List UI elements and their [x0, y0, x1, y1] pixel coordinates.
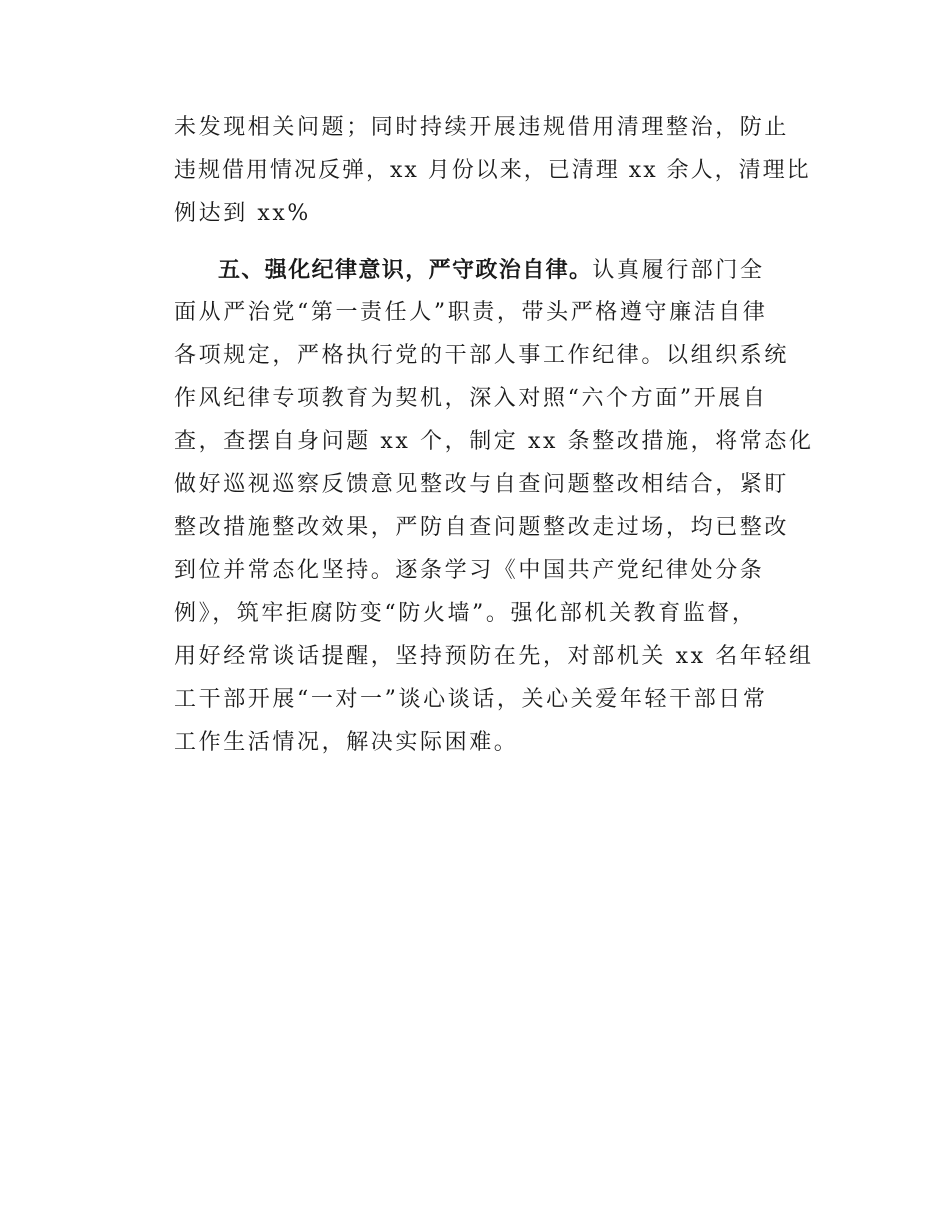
section-five-line-8: 到位并常态化坚持。逐条学习《中国共产党纪律处分条 [174, 558, 765, 583]
section-five-line-5: 查，查摆自身问题 xx 个，制定 xx 条整改措施，将常态化 [174, 429, 814, 454]
section-five-line-7: 整改措施整改效果，严防自查问题整改走过场，均已整改 [174, 515, 790, 540]
continuation-line-1: 未发现相关问题；同时持续开展违规借用清理整治，防止 [174, 115, 790, 140]
section-five-line-2: 面从严治党“第一责任人”职责，带头严格遵守廉洁自律 [174, 300, 768, 325]
section-five-first-line-rest: 认真履行部门全 [592, 258, 765, 283]
section-five-line-4: 作风纪律专项教育为契机，深入对照“六个方面”开展自 [174, 386, 768, 411]
section-five-line-10: 用好经常谈话提醒，坚持预防在先，对部机关 xx 名年轻组 [174, 644, 814, 669]
section-five-line-12: 工作生活情况，解决实际困难。 [174, 730, 519, 755]
continuation-line-3: 例达到 xx% [174, 201, 311, 226]
section-five-line-9: 例》，筑牢拒腐防变“防火墙”。强化部机关教育监督， [174, 601, 757, 626]
section-five-first-line [218, 256, 814, 286]
section-five-line-6: 做好巡视巡察反馈意见整改与自查问题整改相结合，紧盯 [174, 472, 790, 497]
section-five-heading: 五、强化纪律意识，严守政治自律。 [218, 258, 593, 283]
section-five-line-3: 各项规定，严格执行党的干部人事工作纪律。以组织系统 [174, 343, 790, 368]
continuation-line-2: 违规借用情况反弹，xx 月份以来，已清理 xx 余人，清理比 [174, 158, 811, 183]
section-five-line-11: 工干部开展“一对一”谈心谈话，关心关爱年轻干部日常 [174, 687, 768, 712]
